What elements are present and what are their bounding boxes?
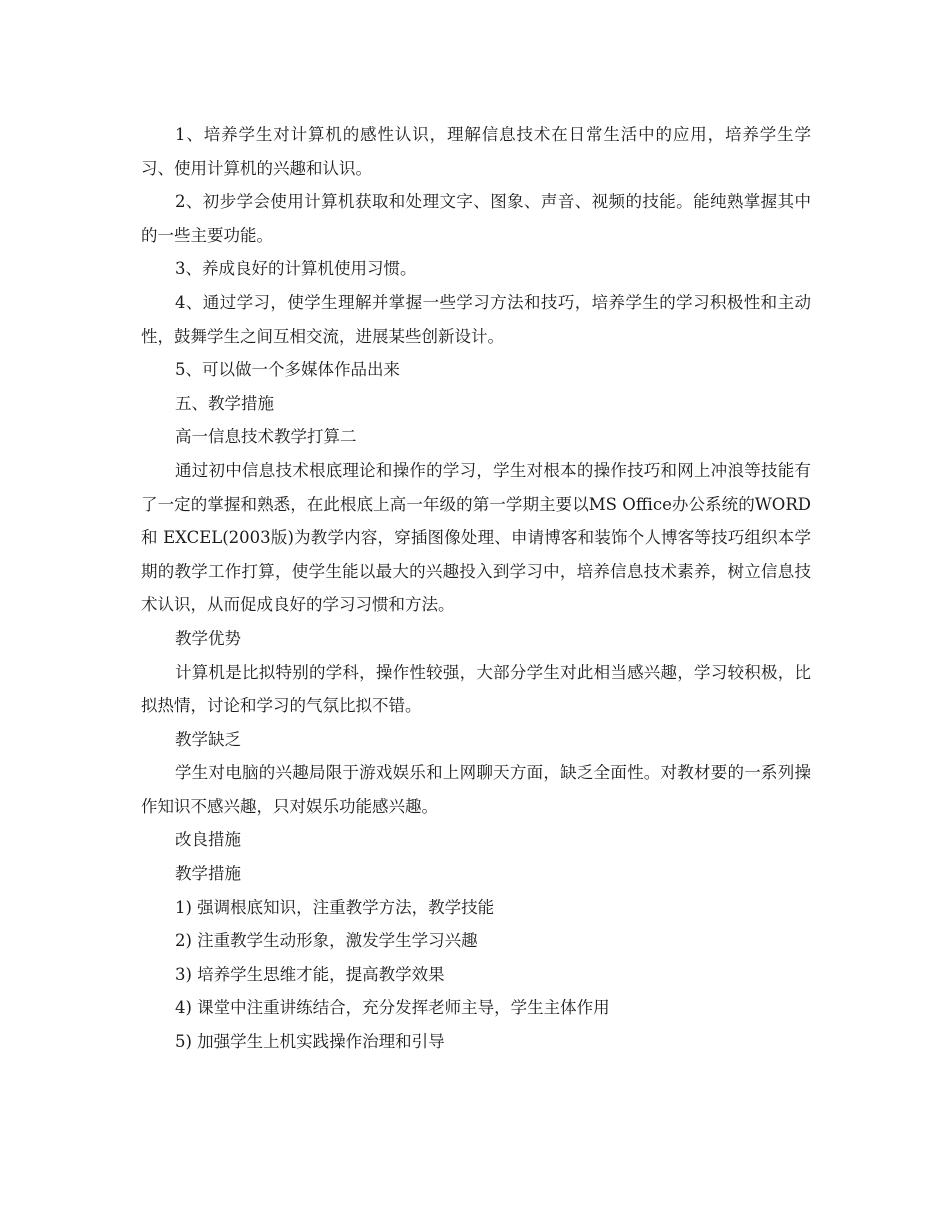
measure-item-5: 5) 加强学生上机实践操作治理和引导 [175, 1032, 445, 1052]
goal-item-3: 3、养成良好的计算机使用习惯。 [175, 259, 417, 279]
goal-item-4: 4、通过学习，使学生理解并掌握一些学习方法和技巧，培养学生的学习积极性和主动性，鼓舞学生之间互相交流，进展某些创新设计。 [141, 292, 811, 346]
goal-item-2: 2、初步学会使用计算机获取和处理文字、图象、声音、视频的技能。能纯熟掌握其中的一些主要功能。 [141, 192, 811, 245]
plan-title: 高一信息技术教学打算二 [175, 427, 357, 447]
measure-item-2: 2) 注重教学生动形象，激发学生学习兴趣 [175, 931, 478, 951]
measure-item-3: 3) 培养学生思维才能，提高教学效果 [175, 964, 445, 984]
heading-teaching-measures: 教学措施 [175, 864, 241, 884]
goal-item-1: 1、培养学生对计算机的感性认识，理解信息技术在日常生活中的应用，培养学生学习、使用计算机的兴趣和认识。 [141, 125, 811, 178]
measure-item-1: 1) 强调根底知识，注重教学方法，教学技能 [175, 897, 495, 917]
goal-item-5: 5、可以做一个多媒体作品出来 [175, 360, 400, 380]
measure-item-4: 4) 课堂中注重讲练结合，充分发挥老师主导，学生主体作用 [175, 998, 610, 1018]
document-body [141, 118, 811, 1059]
heading-improvements: 改良措施 [175, 830, 241, 850]
heading-advantages: 教学优势 [175, 628, 241, 648]
shortcomings-paragraph: 学生对电脑的兴趣局限于游戏娱乐和上网聊天方面，缺乏全面性。对教材要的一系列操作知识不感兴趣，只对娱乐功能感兴趣。 [141, 763, 811, 816]
section-heading-measures: 五、教学措施 [175, 393, 274, 413]
advantages-paragraph: 计算机是比拟特别的学科，操作性较强，大部分学生对此相当感兴趣，学习较积极，比拟热情，讨论和学习的气氛比拟不错。 [141, 662, 811, 716]
heading-shortcomings: 教学缺乏 [175, 729, 241, 749]
intro-paragraph: 通过初中信息技术根底理论和操作的学习，学生对根本的操作技巧和网上冲浪等技能有了一定的掌握和熟悉，在此根底上高一年级的第一学期主要以MS Office办公系统的WORD 和 EXCEL(2003版)为教学内容，穿插图像处理、申请博客和装饰个人博客等技巧组织本学期的教学工作打算，使学生能以最大的兴趣投入到学习中，培养信息技术素养，树立信息技术认识，从而促成良好的学习习惯和方法。 [141, 460, 811, 615]
